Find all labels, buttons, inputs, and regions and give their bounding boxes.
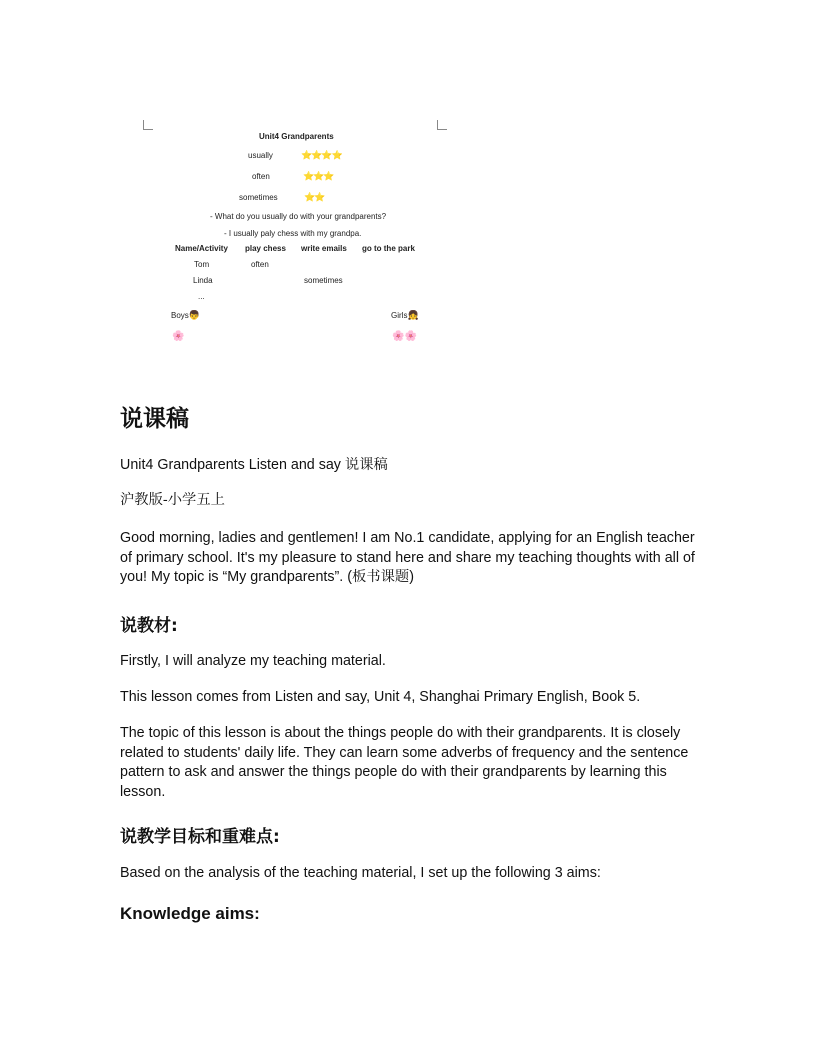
freq-word-usually: usually bbox=[248, 151, 273, 160]
table-header-name: Name/Activity bbox=[175, 244, 228, 253]
star-rating-sometimes: ⭐⭐ bbox=[304, 192, 325, 202]
image-crop-mark-left bbox=[143, 120, 153, 130]
table-row-name: Linda bbox=[193, 276, 213, 285]
boy-face-icon: 👦 bbox=[188, 310, 201, 320]
star-rating-often: ⭐⭐⭐ bbox=[303, 171, 334, 181]
table-header-go-park: go to the park bbox=[362, 244, 415, 253]
section-heading-material: 说教材: bbox=[120, 616, 178, 636]
girls-label-text: Girls bbox=[391, 311, 408, 320]
image-crop-mark-right bbox=[437, 120, 447, 130]
girls-flower-score-icon: 🌸🌸 bbox=[392, 331, 417, 342]
girl-face-icon: 👧 bbox=[407, 310, 419, 320]
board-question: - What do you usually do with your grandparents? bbox=[210, 212, 387, 221]
document-title: 说课稿 bbox=[120, 406, 189, 432]
section-heading-knowledge-aims: Knowledge aims: bbox=[120, 904, 260, 923]
material-paragraph-1: Firstly, I will analyze my teaching material. bbox=[120, 653, 386, 669]
table-header-play-chess: play chess bbox=[245, 244, 286, 253]
table-cell-write-emails: sometimes bbox=[304, 276, 343, 285]
table-row-name: ... bbox=[198, 292, 205, 301]
freq-word-sometimes: sometimes bbox=[239, 193, 278, 202]
section-heading-aims: 说教学目标和重难点: bbox=[120, 827, 280, 847]
document-subtitle: Unit4 Grandparents Listen and say 说课稿 bbox=[120, 457, 388, 473]
star-rating-usually: ⭐⭐⭐⭐ bbox=[301, 150, 342, 160]
table-row-name: Tom bbox=[194, 260, 210, 269]
textbook-edition: 沪教版-小学五上 bbox=[120, 492, 225, 508]
boys-label-text: Boys bbox=[171, 311, 189, 320]
freq-word-often: often bbox=[252, 172, 270, 181]
material-paragraph-2: This lesson comes from Listen and say, Unit 4, Shanghai Primary English, Book 5. bbox=[120, 689, 641, 705]
board-answer: - I usually paly chess with my grandpa. bbox=[224, 229, 362, 238]
table-header-write-emails: write emails bbox=[301, 244, 347, 253]
boys-team-label bbox=[171, 310, 200, 321]
table-cell-play-chess: often bbox=[251, 260, 269, 269]
aims-paragraph-1: Based on the analysis of the teaching material, I set up the following 3 aims: bbox=[120, 865, 601, 881]
material-paragraph-3: The topic of this lesson is about the things people do with their grandparents. It is closely related to students' daily life. They can learn some adverbs of frequency and the sentence pattern to ask and answer the things people do with their grandparents by learning this lesson. bbox=[120, 725, 689, 800]
blackboard-design-image bbox=[140, 118, 450, 358]
board-title: Unit4 Grandparents bbox=[259, 132, 334, 141]
boys-flower-score-icon: 🌸 bbox=[172, 331, 185, 342]
girls-team-label bbox=[391, 310, 419, 321]
intro-paragraph: Good morning, ladies and gentlemen! I am No.1 candidate, applying for an English teacher of primary school. It's my pleasure to stand here and share my teaching thoughts with all of you! My topic is “My grandparents”. (板书课题) bbox=[120, 530, 695, 585]
